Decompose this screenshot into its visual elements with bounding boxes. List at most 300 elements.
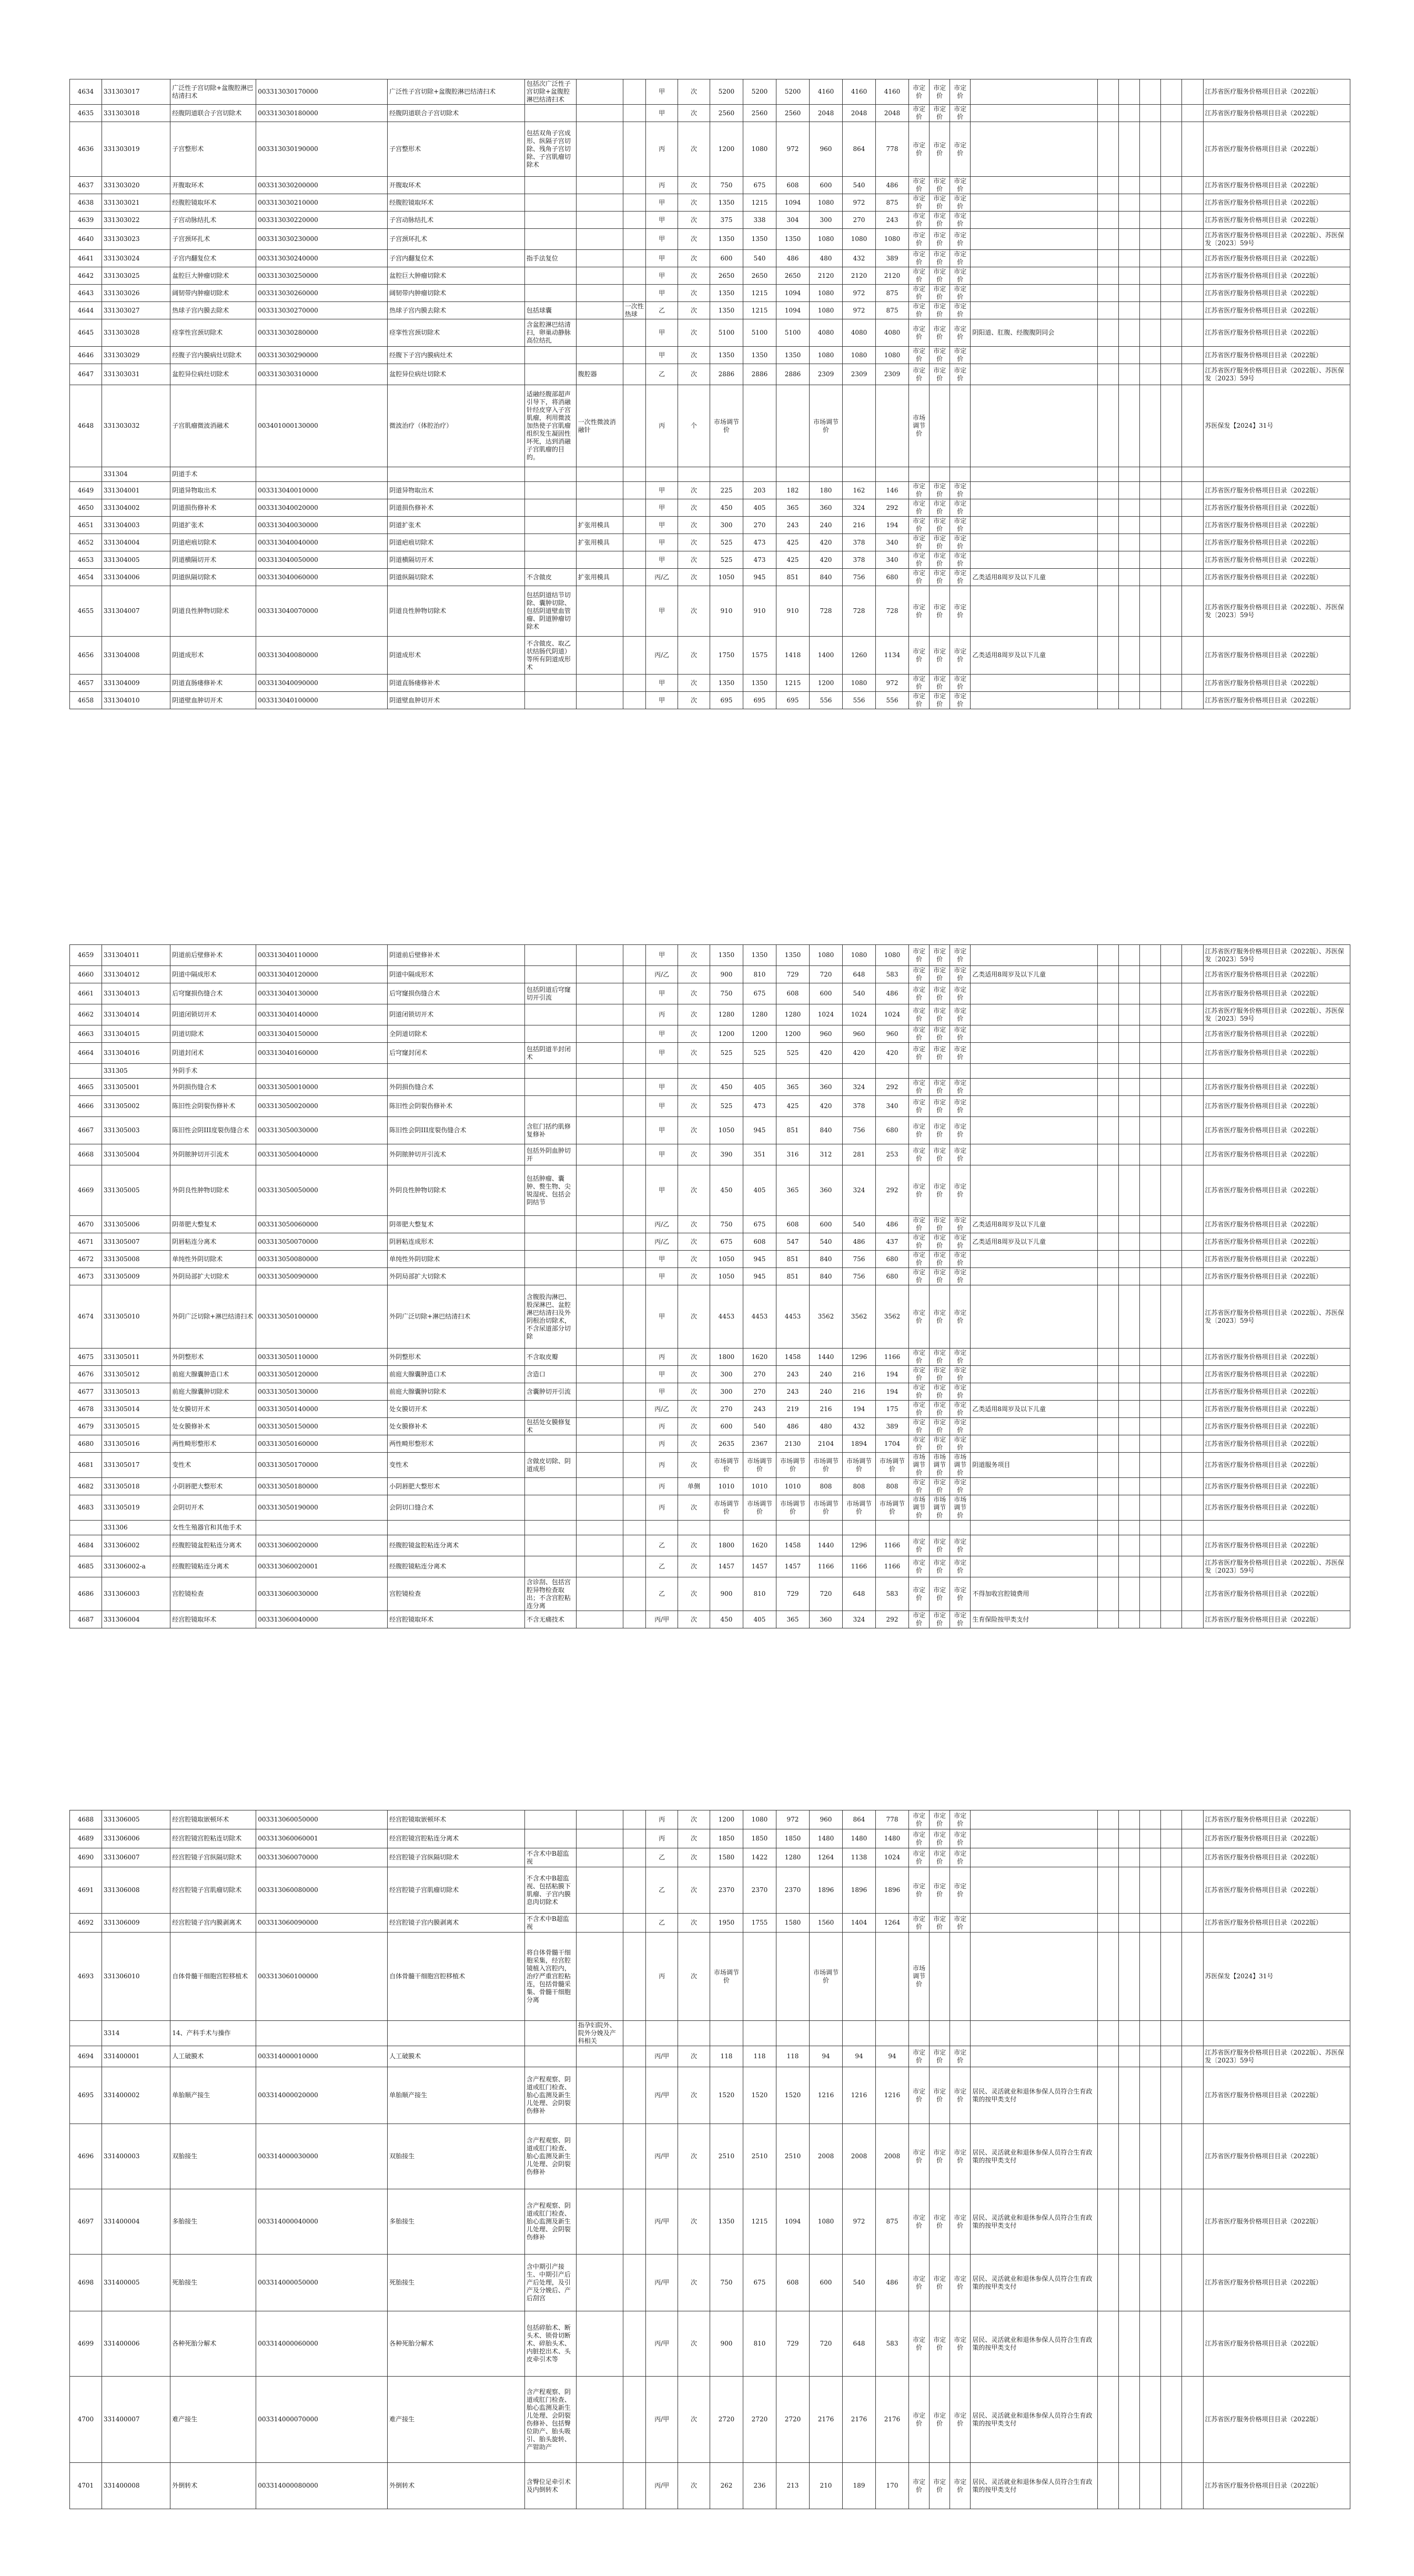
table-cell: 750 bbox=[710, 2255, 743, 2311]
table-cell: 市定价 bbox=[909, 482, 930, 499]
table-cell: 540 bbox=[743, 250, 776, 267]
table-cell bbox=[1097, 467, 1118, 482]
table-cell bbox=[623, 177, 645, 194]
table-cell bbox=[971, 194, 1097, 212]
table-cell bbox=[524, 347, 576, 364]
table-cell: 2048 bbox=[842, 105, 875, 122]
table-cell: 750 bbox=[710, 1216, 743, 1233]
table-cell: 次 bbox=[678, 1043, 710, 1064]
table-cell: 小阴唇肥大整形术 bbox=[388, 1478, 525, 1495]
table-cell: 次 bbox=[678, 1495, 710, 1521]
table-cell: 340 bbox=[876, 551, 909, 569]
table-cell: 331303032 bbox=[102, 385, 170, 467]
table-cell: 市定价 bbox=[950, 499, 971, 517]
table-cell: 江苏省医疗服务价格项目目录（2022版） bbox=[1203, 692, 1350, 709]
table-cell bbox=[971, 1478, 1097, 1495]
table-cell bbox=[623, 1251, 645, 1268]
table-cell: 4646 bbox=[70, 347, 102, 364]
table-cell bbox=[971, 1004, 1097, 1025]
table-row bbox=[70, 1043, 1350, 1064]
table-cell bbox=[1097, 347, 1118, 364]
table-cell: 次 bbox=[678, 1144, 710, 1165]
table-cell: 540 bbox=[842, 1216, 875, 1233]
table-cell: 阴道疤痕切除术 bbox=[170, 534, 256, 551]
table-row bbox=[70, 2124, 1350, 2189]
table-cell: 331306002 bbox=[102, 1535, 170, 1556]
table-cell: 市定价 bbox=[950, 2124, 971, 2189]
table-cell: 648 bbox=[842, 2311, 875, 2377]
table-cell: 1050 bbox=[710, 1268, 743, 1285]
table-cell: 2650 bbox=[743, 267, 776, 285]
table-cell bbox=[1097, 79, 1118, 105]
table-cell: 003313040120000 bbox=[256, 966, 388, 983]
table-cell: 003313040060000 bbox=[256, 569, 388, 586]
table-cell: 市场调节价 bbox=[950, 1453, 971, 1478]
table-cell: 甲 bbox=[646, 1165, 678, 1216]
table-cell: 多胎接生 bbox=[388, 2189, 525, 2255]
table-cell: 4681 bbox=[70, 1453, 102, 1478]
table-cell bbox=[1097, 1914, 1118, 1933]
table-cell: 阴道中隔成形术 bbox=[170, 966, 256, 983]
table-cell: 118 bbox=[776, 2046, 809, 2067]
table-cell bbox=[678, 1521, 710, 1535]
table-cell bbox=[1139, 229, 1160, 250]
table-cell bbox=[576, 122, 623, 177]
table-cell: 次 bbox=[678, 1165, 710, 1216]
table-cell: 不含取皮瓣 bbox=[524, 1349, 576, 1366]
table-cell bbox=[576, 1810, 623, 1829]
table-cell: 市定价 bbox=[930, 2046, 950, 2067]
table-cell: 2886 bbox=[743, 364, 776, 385]
table-cell: 次 bbox=[678, 1096, 710, 1117]
table-cell: 331304012 bbox=[102, 966, 170, 983]
table-cell bbox=[1139, 2311, 1160, 2377]
table-cell bbox=[524, 534, 576, 551]
table-cell bbox=[1139, 1914, 1160, 1933]
table-cell: 阴道良性肿物切除术 bbox=[388, 586, 525, 637]
table-cell bbox=[623, 1004, 645, 1025]
table-cell: 750 bbox=[710, 177, 743, 194]
table-cell: 市场调节价 bbox=[710, 1495, 743, 1521]
table-cell: 281 bbox=[842, 1144, 875, 1165]
table-cell: 市定价 bbox=[950, 1383, 971, 1401]
table-cell bbox=[1118, 534, 1139, 551]
table-cell: 003313050190000 bbox=[256, 1495, 388, 1521]
table-cell: 331306006 bbox=[102, 1829, 170, 1848]
table-cell: 市定价 bbox=[950, 1435, 971, 1453]
table-cell bbox=[524, 966, 576, 983]
table-cell bbox=[576, 267, 623, 285]
table-cell: 江苏省医疗服务价格项目目录（2022版） bbox=[1203, 1233, 1350, 1251]
table-cell: 市定价 bbox=[930, 194, 950, 212]
table-cell: 162 bbox=[842, 482, 875, 499]
table-cell bbox=[1161, 2067, 1182, 2124]
table-cell: 480 bbox=[809, 1418, 842, 1435]
table-cell: 不含做皮 bbox=[524, 569, 576, 586]
table-cell: 甲 bbox=[646, 692, 678, 709]
table-cell: 331304005 bbox=[102, 551, 170, 569]
table-cell: 陈旧性会阴裂伤修补术 bbox=[388, 1096, 525, 1117]
table-cell bbox=[971, 517, 1097, 534]
table-cell: 003313060100000 bbox=[256, 1933, 388, 2021]
table-cell bbox=[1139, 319, 1160, 347]
table-cell bbox=[623, 267, 645, 285]
table-cell: 4678 bbox=[70, 1401, 102, 1418]
table-cell bbox=[1118, 966, 1139, 983]
table-row bbox=[70, 1418, 1350, 1435]
table-cell: 420 bbox=[809, 1096, 842, 1117]
table-cell: 1457 bbox=[743, 1556, 776, 1577]
table-cell: 次 bbox=[678, 2124, 710, 2189]
table-cell bbox=[743, 467, 776, 482]
table-cell: 江苏省医疗服务价格项目目录（2022版）、苏医保发〔2023〕59号 bbox=[1203, 364, 1350, 385]
price-table-section-1 bbox=[69, 79, 1350, 709]
table-cell: 市定价 bbox=[909, 675, 930, 692]
table-cell bbox=[576, 2255, 623, 2311]
table-cell bbox=[623, 1453, 645, 1478]
table-cell: 市定价 bbox=[930, 1810, 950, 1829]
table-cell: 340 bbox=[876, 534, 909, 551]
table-row bbox=[70, 467, 1350, 482]
table-cell: 1024 bbox=[842, 1004, 875, 1025]
table-cell bbox=[1182, 966, 1203, 983]
table-cell: 1215 bbox=[743, 285, 776, 302]
table-cell bbox=[1182, 229, 1203, 250]
table-cell: 宫腔镜检查 bbox=[170, 1577, 256, 1611]
table-cell: 94 bbox=[809, 2046, 842, 2067]
table-cell: 市场调节价 bbox=[809, 1495, 842, 1521]
table-cell: 处女膜修补术 bbox=[170, 1418, 256, 1435]
table-cell: 300 bbox=[710, 1366, 743, 1383]
table-cell: 经腹子宫内膜病灶切除术 bbox=[170, 347, 256, 364]
table-cell: 003313050040000 bbox=[256, 1144, 388, 1165]
table-cell: 1166 bbox=[809, 1556, 842, 1577]
table-cell bbox=[576, 1829, 623, 1848]
table-cell: 阴道壁血肿切开术 bbox=[388, 692, 525, 709]
table-cell: 1215 bbox=[743, 2189, 776, 2255]
table-cell bbox=[1118, 1004, 1139, 1025]
table-cell bbox=[524, 692, 576, 709]
table-cell: 自体骨髓干细胞宫腔移植术 bbox=[170, 1933, 256, 2021]
table-cell bbox=[1097, 1521, 1118, 1535]
table-cell: 4645 bbox=[70, 319, 102, 347]
table-cell bbox=[1118, 983, 1139, 1004]
table-cell: 003313050070000 bbox=[256, 1233, 388, 1251]
table-cell: 003313060020000 bbox=[256, 1535, 388, 1556]
table-cell: 331400002 bbox=[102, 2067, 170, 2124]
table-cell: 阴道扩张术 bbox=[388, 517, 525, 534]
table-cell: 003313040010000 bbox=[256, 482, 388, 499]
table-cell bbox=[576, 1556, 623, 1577]
table-cell bbox=[971, 983, 1097, 1004]
table-cell: 910 bbox=[710, 586, 743, 637]
table-cell: 市定价 bbox=[909, 1383, 930, 1401]
table-cell bbox=[524, 2021, 576, 2046]
table-cell bbox=[623, 79, 645, 105]
table-cell: 江苏省医疗服务价格项目目录（2022版） bbox=[1203, 194, 1350, 212]
table-cell: 江苏省医疗服务价格项目目录（2022版） bbox=[1203, 2124, 1350, 2189]
table-cell bbox=[1182, 2021, 1203, 2046]
table-cell: 市定价 bbox=[909, 1043, 930, 1064]
table-cell bbox=[646, 1064, 678, 1079]
table-cell: 375 bbox=[710, 212, 743, 229]
table-cell bbox=[576, 302, 623, 319]
table-cell: 390 bbox=[710, 1144, 743, 1165]
table-cell: 市定价 bbox=[950, 1848, 971, 1867]
table-cell: 经腹阴道联合子宫切除术 bbox=[388, 105, 525, 122]
table-cell bbox=[1118, 250, 1139, 267]
table-cell: 次 bbox=[678, 675, 710, 692]
table-cell: 420 bbox=[809, 534, 842, 551]
table-cell: 居民、灵活就业和退休参保人员符合生育政策的按甲类支付 bbox=[971, 2067, 1097, 2124]
table-cell bbox=[1182, 1577, 1203, 1611]
table-cell bbox=[1139, 1144, 1160, 1165]
table-cell bbox=[678, 1064, 710, 1079]
table-cell bbox=[971, 1556, 1097, 1577]
table-cell: 子宫内翻复位术 bbox=[170, 250, 256, 267]
table-cell: 1094 bbox=[776, 302, 809, 319]
table-cell bbox=[524, 1556, 576, 1577]
table-cell: 市定价 bbox=[909, 534, 930, 551]
table-cell: 市定价 bbox=[930, 250, 950, 267]
table-cell: 2370 bbox=[743, 1867, 776, 1914]
table-cell: 1024 bbox=[876, 1848, 909, 1867]
table-cell: 江苏省医疗服务价格项目目录（2022版） bbox=[1203, 267, 1350, 285]
table-cell: 市定价 bbox=[950, 1401, 971, 1418]
table-cell bbox=[876, 2021, 909, 2046]
table-cell: 丙 bbox=[646, 1933, 678, 2021]
table-cell: 江苏省医疗服务价格项目目录（2022版） bbox=[1203, 1216, 1350, 1233]
table-cell: 甲 bbox=[646, 319, 678, 347]
table-cell: 市定价 bbox=[909, 302, 930, 319]
table-cell: 甲 bbox=[646, 551, 678, 569]
table-cell: 丙 bbox=[646, 1829, 678, 1848]
table-cell: 次 bbox=[678, 1453, 710, 1478]
table-cell bbox=[576, 1096, 623, 1117]
table-cell: 331304001 bbox=[102, 482, 170, 499]
table-cell: 指孕妇院外、院外分娩及产科相关 bbox=[576, 2021, 623, 2046]
table-cell bbox=[1097, 319, 1118, 347]
table-cell: 608 bbox=[776, 1216, 809, 1233]
table-cell bbox=[576, 250, 623, 267]
table-cell: 331305011 bbox=[102, 1349, 170, 1366]
table-cell bbox=[524, 1268, 576, 1285]
table-cell: 次 bbox=[678, 1401, 710, 1418]
table-cell: 4674 bbox=[70, 1285, 102, 1349]
table-cell: 阴道横隔切开术 bbox=[388, 551, 525, 569]
table-cell: 960 bbox=[876, 1025, 909, 1043]
table-cell: 市定价 bbox=[930, 122, 950, 177]
table-cell bbox=[623, 1829, 645, 1848]
table-cell bbox=[971, 1933, 1097, 2021]
table-cell: 江苏省医疗服务价格项目目录（2022版） bbox=[1203, 1867, 1350, 1914]
table-cell: 2048 bbox=[876, 105, 909, 122]
table-row bbox=[70, 637, 1350, 675]
table-cell: 331305004 bbox=[102, 1144, 170, 1165]
table-cell bbox=[1118, 385, 1139, 467]
table-cell: 1080 bbox=[876, 347, 909, 364]
table-cell bbox=[1139, 467, 1160, 482]
table-cell bbox=[623, 1611, 645, 1628]
table-cell: 1350 bbox=[710, 945, 743, 966]
table-cell: 4677 bbox=[70, 1383, 102, 1401]
table-cell: 4685 bbox=[70, 1556, 102, 1577]
table-cell: 4701 bbox=[70, 2463, 102, 2509]
table-cell bbox=[576, 229, 623, 250]
table-cell: 小阴唇肥大整形术 bbox=[170, 1478, 256, 1495]
table-cell bbox=[1182, 105, 1203, 122]
table-cell: 338 bbox=[743, 212, 776, 229]
table-cell bbox=[1139, 551, 1160, 569]
table-cell: 市定价 bbox=[909, 1914, 930, 1933]
table-cell: 市定价 bbox=[930, 637, 950, 675]
table-cell: 市定价 bbox=[909, 1233, 930, 1251]
table-cell bbox=[1182, 1495, 1203, 1521]
table-cell bbox=[1097, 177, 1118, 194]
table-cell: 甲 bbox=[646, 1251, 678, 1268]
table-cell: 4666 bbox=[70, 1096, 102, 1117]
table-row bbox=[70, 1810, 1350, 1829]
table-cell: 240 bbox=[809, 517, 842, 534]
table-cell: 331305013 bbox=[102, 1383, 170, 1401]
table-cell: 次 bbox=[678, 1535, 710, 1556]
table-cell bbox=[1118, 1914, 1139, 1933]
table-cell: 600 bbox=[809, 983, 842, 1004]
table-cell: 市场调节价 bbox=[710, 1453, 743, 1478]
table-cell: 4672 bbox=[70, 1251, 102, 1268]
table-cell: 次 bbox=[678, 267, 710, 285]
table-cell: 003313030310000 bbox=[256, 364, 388, 385]
table-cell: 市定价 bbox=[909, 212, 930, 229]
table-cell: 972 bbox=[842, 302, 875, 319]
table-cell: 经腹腔镜盆腔粘连分离术 bbox=[170, 1535, 256, 1556]
table-cell: 市定价 bbox=[930, 534, 950, 551]
table-cell bbox=[1118, 1401, 1139, 1418]
table-cell: 市场调节价 bbox=[930, 1495, 950, 1521]
table-cell: 甲 bbox=[646, 983, 678, 1004]
table-cell bbox=[524, 551, 576, 569]
table-cell: 695 bbox=[710, 692, 743, 709]
table-cell: 市定价 bbox=[909, 285, 930, 302]
table-cell bbox=[1139, 675, 1160, 692]
table-cell bbox=[971, 1117, 1097, 1144]
table-cell bbox=[1139, 212, 1160, 229]
table-cell: 851 bbox=[776, 1117, 809, 1144]
table-cell: 003313040030000 bbox=[256, 517, 388, 534]
table-cell: 5100 bbox=[776, 319, 809, 347]
table-cell: 次 bbox=[678, 1848, 710, 1867]
table-cell: 乙 bbox=[646, 1535, 678, 1556]
table-cell: 市定价 bbox=[950, 285, 971, 302]
table-cell bbox=[710, 2021, 743, 2046]
table-cell bbox=[1118, 1521, 1139, 1535]
table-cell: 指手法复位 bbox=[524, 250, 576, 267]
table-cell: 365 bbox=[776, 1165, 809, 1216]
table-cell bbox=[576, 499, 623, 517]
table-cell: 江苏省医疗服务价格项目目录（2022版） bbox=[1203, 1349, 1350, 1366]
table-cell: 1350 bbox=[710, 285, 743, 302]
table-cell: 江苏省医疗服务价格项目目录（2022版） bbox=[1203, 1914, 1350, 1933]
table-cell: 1215 bbox=[743, 194, 776, 212]
table-cell: 331305006 bbox=[102, 1216, 170, 1233]
table-cell bbox=[1161, 945, 1182, 966]
table-cell bbox=[1139, 105, 1160, 122]
table-cell: 次 bbox=[678, 2377, 710, 2463]
table-cell bbox=[1161, 1914, 1182, 1933]
table-cell bbox=[1139, 1401, 1160, 1418]
table-cell bbox=[524, 1064, 576, 1079]
table-row bbox=[70, 229, 1350, 250]
table-cell bbox=[1139, 534, 1160, 551]
table-cell: 江苏省医疗服务价格项目目录（2022版） bbox=[1203, 1165, 1350, 1216]
table-cell bbox=[971, 499, 1097, 517]
table-cell: 851 bbox=[776, 1251, 809, 1268]
table-cell bbox=[1097, 637, 1118, 675]
table-row bbox=[70, 1349, 1350, 1366]
table-cell bbox=[1161, 586, 1182, 637]
table-cell bbox=[1161, 1165, 1182, 1216]
table-cell bbox=[1161, 1216, 1182, 1233]
table-cell bbox=[1139, 385, 1160, 467]
table-cell bbox=[524, 1079, 576, 1096]
table-cell bbox=[70, 1521, 102, 1535]
table-cell: 486 bbox=[876, 983, 909, 1004]
table-cell bbox=[1097, 1268, 1118, 1285]
table-cell: 变性术 bbox=[170, 1453, 256, 1478]
table-cell: 市定价 bbox=[950, 1914, 971, 1933]
table-cell bbox=[1118, 319, 1139, 347]
table-cell: 292 bbox=[876, 1611, 909, 1628]
table-cell bbox=[524, 1435, 576, 1453]
table-cell bbox=[576, 1251, 623, 1268]
table-cell: 乙 bbox=[646, 364, 678, 385]
table-cell bbox=[576, 319, 623, 347]
table-cell: 003313030180000 bbox=[256, 105, 388, 122]
table-cell: 市定价 bbox=[950, 319, 971, 347]
table-cell: 1520 bbox=[776, 2067, 809, 2124]
table-cell: 003313050110000 bbox=[256, 1349, 388, 1366]
table-cell bbox=[1118, 2463, 1139, 2509]
table-cell: 547 bbox=[776, 1233, 809, 1251]
table-cell: 1580 bbox=[710, 1848, 743, 1867]
table-cell: 1350 bbox=[743, 347, 776, 364]
table-cell bbox=[576, 1495, 623, 1521]
table-cell: 江苏省医疗服务价格项目目录（2022版） bbox=[1203, 1611, 1350, 1628]
table-cell bbox=[1182, 1366, 1203, 1383]
table-cell: 市定价 bbox=[909, 250, 930, 267]
table-row bbox=[70, 319, 1350, 347]
table-cell: 江苏省医疗服务价格项目目录（2022版） bbox=[1203, 1117, 1350, 1144]
table-cell bbox=[1161, 1848, 1182, 1867]
table-cell: 4641 bbox=[70, 250, 102, 267]
table-cell bbox=[524, 105, 576, 122]
table-cell: 94 bbox=[876, 2046, 909, 2067]
table-cell: 市定价 bbox=[950, 1577, 971, 1611]
table-row bbox=[70, 2021, 1350, 2046]
table-cell: 甲 bbox=[646, 1144, 678, 1165]
table-cell: 600 bbox=[809, 177, 842, 194]
table-cell: 1704 bbox=[876, 1435, 909, 1453]
table-cell: 次 bbox=[678, 1577, 710, 1611]
table-cell: 540 bbox=[842, 2255, 875, 2311]
table-cell bbox=[1182, 250, 1203, 267]
table-cell bbox=[971, 267, 1097, 285]
table-cell: 1094 bbox=[776, 194, 809, 212]
table-row bbox=[70, 2377, 1350, 2463]
table-cell: 1080 bbox=[842, 347, 875, 364]
table-cell: 市定价 bbox=[909, 692, 930, 709]
table-cell: 331306008 bbox=[102, 1867, 170, 1914]
